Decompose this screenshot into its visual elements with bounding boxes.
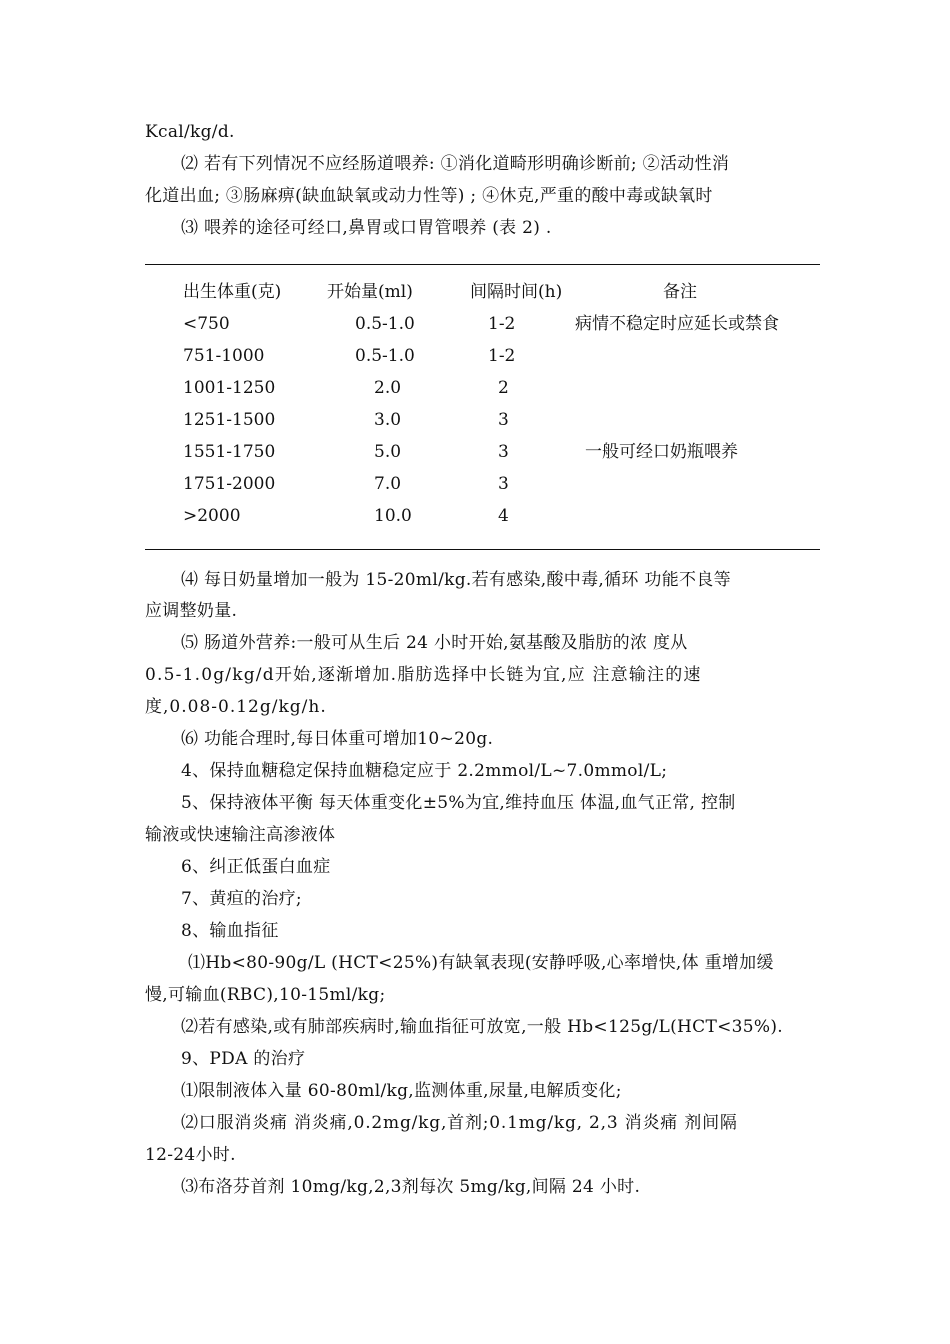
header-interval: 间隔时间(h): [470, 282, 563, 302]
text-line: ⑵ 若有下列情况不应经肠道喂养: ①消化道畸形明确诊断前; ②活动性消: [181, 154, 730, 174]
text-line: 慢,可输血(RBC),10-15ml/kg;: [145, 985, 386, 1005]
cell-birth-weight: 1251-1500: [183, 410, 276, 430]
cell-birth-weight: <750: [183, 314, 230, 334]
text-line: ⑴限制液体入量 60-80ml/kg,监测体重,尿量,电解质变化;: [181, 1081, 622, 1101]
table-top-rule: [145, 264, 820, 265]
text-line: ⑶布洛芬首剂 10mg/kg,2,3剂每次 5mg/kg,间隔 24 小时.: [181, 1177, 641, 1197]
cell-birth-weight: >2000: [183, 506, 241, 526]
text-line: ⑵若有感染,或有肺部疾病时,输血指征可放宽,一般 Hb<125g/L(HCT<35%).: [181, 1017, 783, 1037]
cell-birth-weight: 1751-2000: [183, 474, 276, 494]
table-bottom-rule: [145, 549, 820, 550]
cell-birth-weight: 1001-1250: [183, 378, 276, 398]
text-line: 6、纠正低蛋白血症: [181, 857, 331, 877]
text-line: ⑹ 功能合理时,每日体重可增加10~20g.: [181, 729, 494, 749]
text-line: 应调整奶量.: [145, 601, 238, 621]
text-line: 度,0.08-0.12g/kg/h.: [145, 697, 327, 717]
text-line: 8、输血指征: [181, 921, 279, 941]
text-line: ⑸ 肠道外营养:一般可从生后 24 小时开始,氨基酸及脂肪的浓 度从: [181, 633, 688, 653]
text-line: ⑶ 喂养的途径可经口,鼻胃或口胃管喂养 (表 2) .: [181, 218, 552, 238]
cell-interval: 2: [498, 378, 509, 398]
text-line: 7、黄疸的治疗;: [181, 889, 302, 909]
text-line: Kcal/kg/d.: [145, 122, 235, 142]
header-birth-weight: 出生体重(克): [183, 282, 282, 302]
cell-interval: 3: [498, 410, 509, 430]
text-line: 12-24小时.: [145, 1145, 236, 1165]
header-remarks: 备注: [663, 282, 697, 302]
text-line: ⑵口服消炎痛 消炎痛,0.2mg/kg,首剂;0.1mg/kg, 2,3 消炎痛 剂间隔: [181, 1113, 738, 1133]
text-line: 输液或快速输注高渗液体: [145, 825, 336, 845]
cell-interval: 1-2: [488, 346, 516, 366]
cell-start-amount: 5.0: [374, 442, 402, 462]
cell-interval: 4: [498, 506, 509, 526]
text-line: 5、保持液体平衡 每天体重变化±5%为宜,维持血压 体温,血气正常, 控制: [181, 793, 736, 813]
cell-start-amount: 2.0: [374, 378, 402, 398]
header-start-amount: 开始量(ml): [327, 282, 413, 302]
text-line: ⑴Hb<80-90g/L (HCT<25%)有缺氧表现(安静呼吸,心率增快,体 重增加缓: [188, 953, 774, 973]
text-line: 0.5-1.0g/kg/d开始,逐渐增加.脂肪选择中长链为宜,应 注意输注的速: [145, 665, 702, 685]
cell-start-amount: 0.5-1.0: [355, 346, 415, 366]
cell-interval: 1-2: [488, 314, 516, 334]
cell-birth-weight: 751-1000: [183, 346, 265, 366]
cell-interval: 3: [498, 442, 509, 462]
cell-remarks: 病情不稳定时应延长或禁食: [575, 314, 779, 334]
cell-interval: 3: [498, 474, 509, 494]
text-line: 化道出血; ③肠麻痹(缺血缺氧或动力性等) ; ④休克,严重的酸中毒或缺氧时: [145, 186, 713, 206]
cell-start-amount: 10.0: [374, 506, 412, 526]
cell-start-amount: 0.5-1.0: [355, 314, 415, 334]
cell-birth-weight: 1551-1750: [183, 442, 276, 462]
cell-start-amount: 3.0: [374, 410, 402, 430]
cell-remarks: 一般可经口奶瓶喂养: [585, 442, 738, 462]
text-line: 9、PDA 的治疗: [181, 1049, 306, 1069]
cell-start-amount: 7.0: [374, 474, 402, 494]
text-line: 4、保持血糖稳定保持血糖稳定应于 2.2mmol/L~7.0mmol/L;: [181, 761, 668, 781]
text-line: ⑷ 每日奶量增加一般为 15-20ml/kg.若有感染,酸中毒,循环 功能不良等: [181, 570, 731, 590]
